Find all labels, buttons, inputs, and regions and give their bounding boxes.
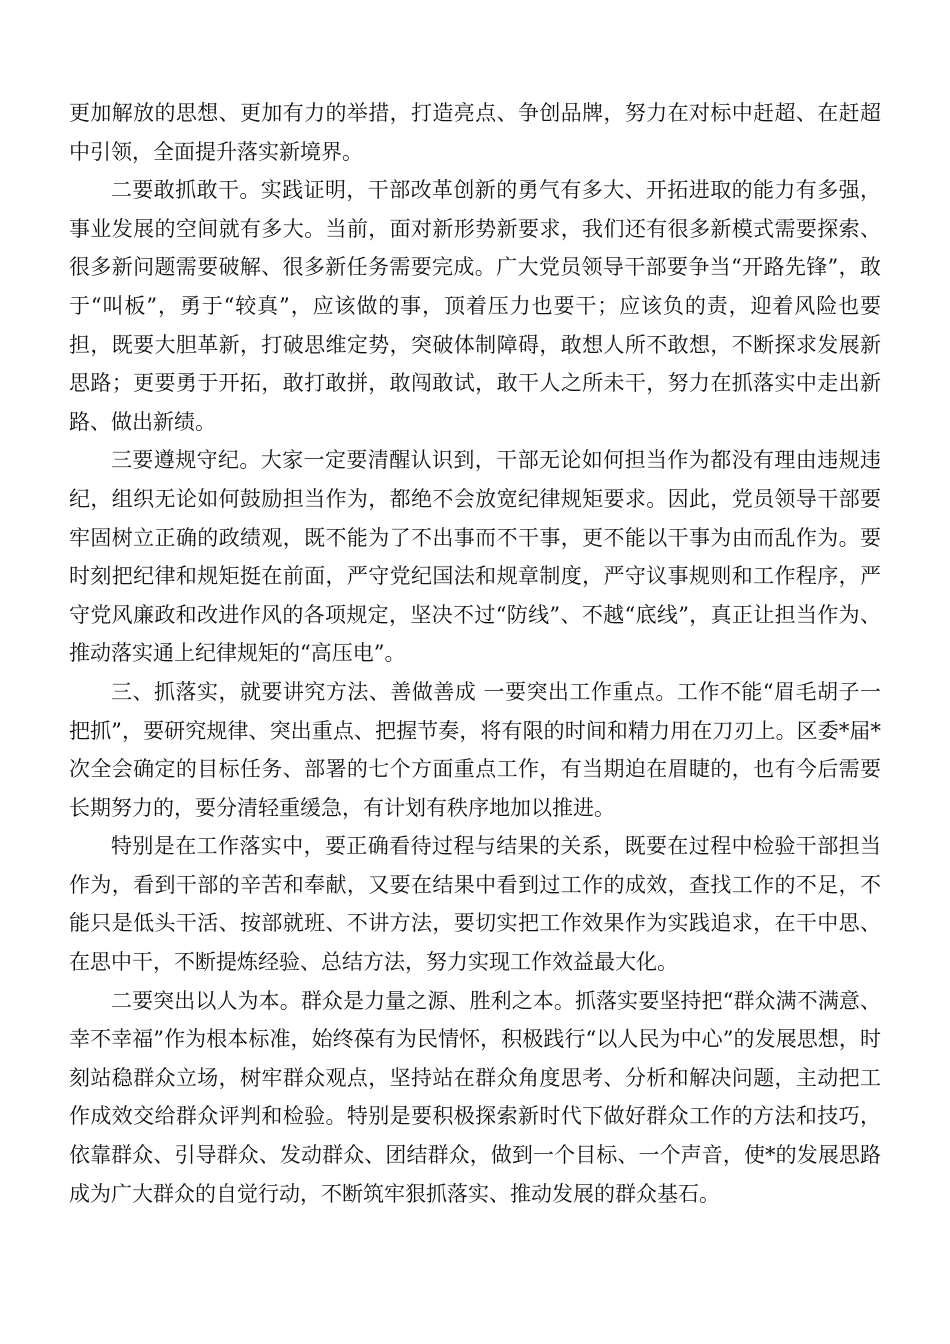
paragraph-dare-to-act: 二要敢抓敢干。实践证明，干部改革创新的勇气有多大、开拓进取的能力有多强，事业发展的空间就有多大。当前，面对新形势新要求，我们还有很多新模式需要探索、很多新问题需要破解、很多新任务需要完成。广大党员领导干部要争当“开路先锋”，敢于“叫板”，勇于“较真”，应该做的事，顶着压力也要干；应该负的责，迎着风险也要担，既要大胆革新，打破思维定势，突破体制障碍，敢想人所不敢想，不断探求发展新思路；更要勇于开拓，敢打敢拼，敢闯敢试，敢干人之所未干，努力在抓落实中走出新路、做出新绩。 — [69, 178, 881, 434]
document-body — [69, 94, 881, 1213]
paragraph-continuation: 更加解放的思想、更加有力的举措，打造亮点、争创品牌，努力在对标中赶超、在赶超中引领，全面提升落实新境界。 — [69, 101, 881, 164]
paragraph-methods: 三、抓落实，就要讲究方法、善做善成 一要突出工作重点。工作不能“眉毛胡子一把抓”，要研究规律、突出重点、把握节奏，将有限的时间和精力用在刀刃上。区委*届*次全会确定的目标任务、部署的七个方面重点工作，有当期迫在眉睫的，也有今后需要长期努力的，要分清轻重缓急，有计划有秩序地加以推进。 — [69, 679, 881, 820]
paragraph-process-result: 特别是在工作落实中，要正确看待过程与结果的关系，既要在过程中检验干部担当作为，看到干部的辛苦和奉献，又要在结果中看到过工作的成效，查找工作的不足，不能只是低头干活、按部就班、不讲方法，要切实把工作效果作为实践追求，在干中思、在思中干，不断提炼经验、总结方法，努力实现工作效益最大化。 — [69, 834, 881, 975]
paragraph-discipline: 三要遵规守纪。大家一定要清醒认识到，干部无论如何担当作为都没有理由违规违纪，组织无论如何鼓励担当作为，都绝不会放宽纪律规矩要求。因此，党员领导干部要牢固树立正确的政绩观，既不能为了不出事而不干事，更不能以干事为由而乱作为。要时刻把纪律和规矩挺在前面，严守党纪国法和规章制度，严守议事规则和工作程序，严守党风廉政和改进作风的各项规定，坚决不过“防线”、不越“底线”，真正让担当作为、推动落实通上纪律规矩的“高压电”。 — [69, 448, 881, 666]
paragraph-people-centered: 二要突出以人为本。群众是力量之源、胜利之本。抓落实要坚持把“群众满不满意、幸不幸福”作为根本标准，始终葆有为民情怀，积极践行“以人民为中心”的发展思想，时刻站稳群众立场，树牢群众观点，坚持站在群众角度思考、分析和解决问题，主动把工作成效交给群众评判和检验。特别是要积极探索新时代下做好群众工作的方法和技巧，依靠群众、引导群众、发动群众、团结群众，做到一个目标、一个声音，使*的发展思路成为广大群众的自觉行动，不断筑牢狠抓落实、推动发展的群众基石。 — [69, 988, 881, 1206]
